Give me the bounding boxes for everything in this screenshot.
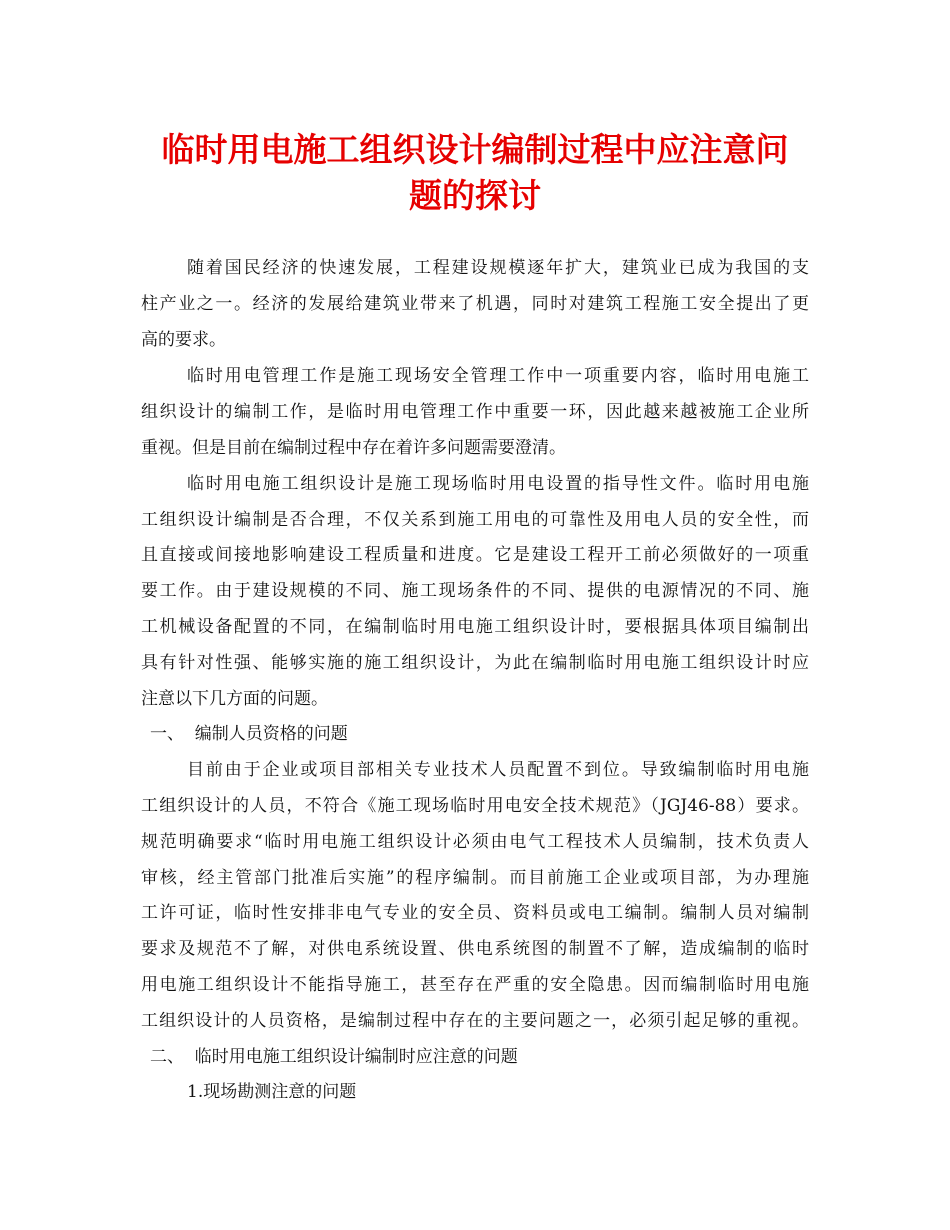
paragraph-2-line-3: 重视。但是目前在编制过程中存在着许多问题需要澄清。 <box>141 438 566 458</box>
paragraph-3-line-1: 临时用电施工组织设计是施工现场临时用电设置的指导性文件。临时用电施 <box>187 474 809 494</box>
section-2-heading: 二、 临时用电施工组织设计编制时应注意的问题 <box>150 1047 518 1067</box>
paragraph-3-line-4: 要工作。由于建设规模的不同、施工现场条件的不同、提供的电源情况的不同、施 <box>141 581 809 601</box>
paragraph-4-line-7: 用电施工组织设计不能指导施工，甚至存在严重的安全隐患。因而编制临时用电施 <box>141 975 809 995</box>
paragraph-4-line-2: 工组织设计的人员，不符合《施工现场临时用电安全技术规范》（JGJ46-88）要求。 <box>141 796 809 816</box>
paragraph-1-line-2: 柱产业之一。经济的发展给建筑业带来了机遇，同时对建筑工程施工安全提出了更 <box>141 294 809 314</box>
paragraph-4-line-1: 目前由于企业或项目部相关专业技术人员配置不到位。导致编制临时用电施 <box>187 760 809 780</box>
paragraph-4-line-5: 工许可证，临时性安排非电气专业的安全员、资料员或电工编制。编制人员对编制 <box>141 903 809 923</box>
paragraph-1-line-3: 高的要求。 <box>141 330 226 350</box>
paragraph-4-line-4: 审核，经主管部门批准后实施”的程序编制。而目前施工企业或项目部，为办理施 <box>141 868 809 888</box>
paragraph-3-line-7: 注意以下几方面的问题。 <box>141 689 328 709</box>
paragraph-2-line-2: 组织设计的编制工作，是临时用电管理工作中重要一环，因此越来越被施工企业所 <box>141 402 809 422</box>
document-title-line-2: 题的探讨 <box>409 176 541 215</box>
document-title-line-1: 临时用电施工组织设计编制过程中应注意问 <box>161 130 789 169</box>
paragraph-3-line-5: 工机械设备配置的不同，在编制临时用电施工组织设计时，要根据具体项目编制出 <box>141 617 809 637</box>
paragraph-4-line-6: 要求及规范不了解，对供电系统设置、供电系统图的制置不了解，造成编制的临时 <box>141 939 809 959</box>
paragraph-3-line-2: 工组织设计编制是否合理，不仅关系到施工用电的可靠性及用电人员的安全性，而 <box>141 510 809 530</box>
paragraph-1-line-1: 随着国民经济的快速发展，工程建设规模逐年扩大，建筑业已成为我国的支 <box>187 258 809 278</box>
paragraph-3-line-6: 具有针对性强、能够实施的施工组织设计，为此在编制临时用电施工组织设计时应 <box>141 653 809 673</box>
paragraph-3-line-3: 且直接或间接地影响建设工程质量和进度。它是建设工程开工前必须做好的一项重 <box>141 545 809 565</box>
paragraph-4-line-3: 规范明确要求“临时用电施工组织设计必须由电气工程技术人员编制，技术负责人 <box>141 832 809 852</box>
paragraph-2-line-1: 临时用电管理工作是施工现场安全管理工作中一项重要内容，临时用电施工 <box>187 366 809 386</box>
subsection-1-heading: 1.现场勘测注意的问题 <box>187 1082 357 1102</box>
paragraph-4-line-8: 工组织设计的人员资格，是编制过程中存在的主要问题之一，必须引起足够的重视。 <box>141 1011 809 1031</box>
section-1-heading: 一、 编制人员资格的问题 <box>150 724 348 744</box>
